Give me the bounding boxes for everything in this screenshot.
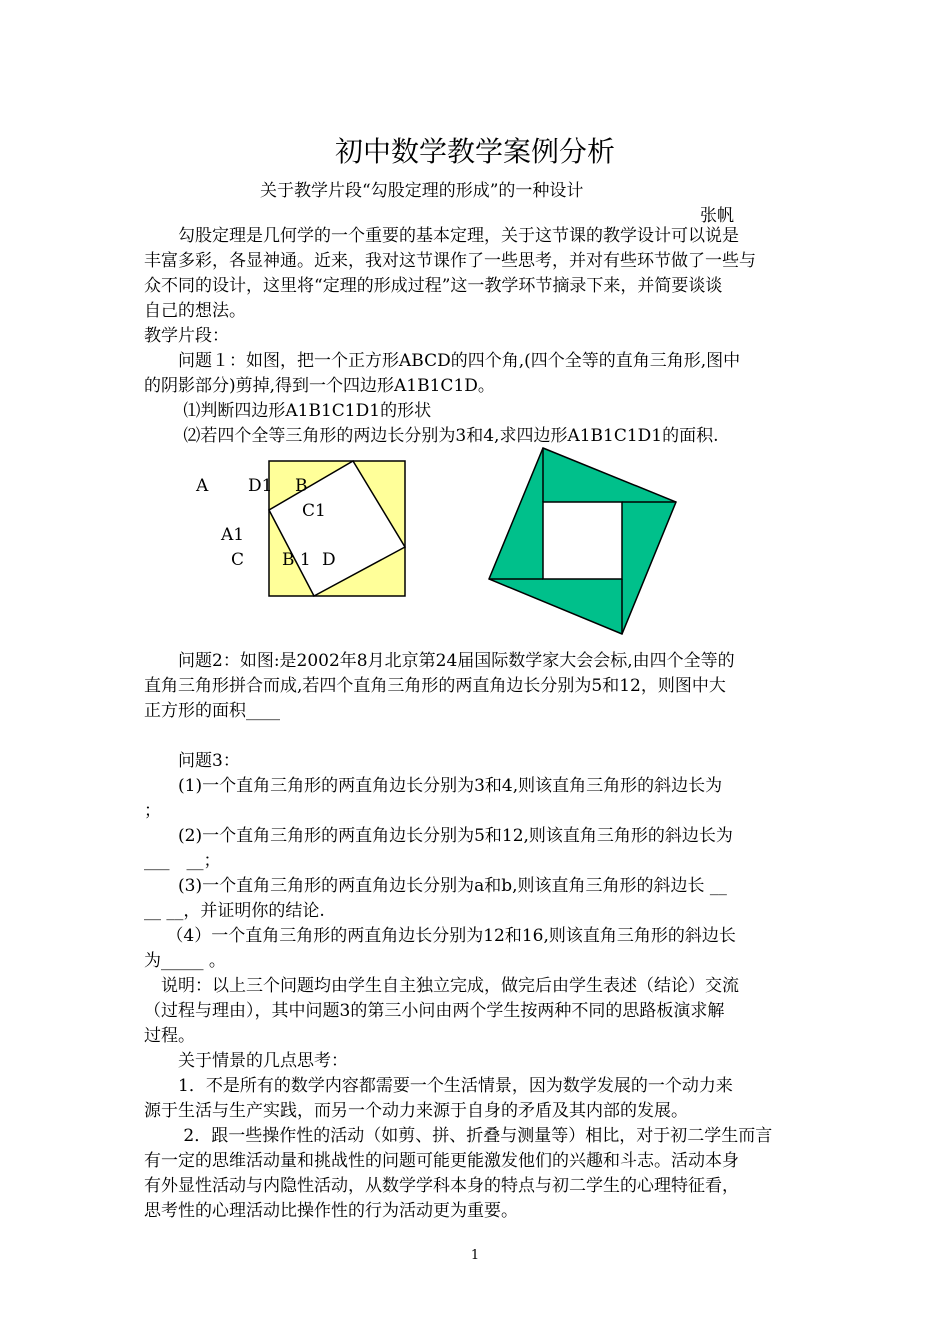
paragraph-line: 众不同的设计，这里将“定理的形成过程”这一教学环节摘录下来，并简要谈谈	[144, 276, 723, 296]
figure-congress-emblem	[486, 444, 681, 638]
paragraph-line: 勾股定理是几何学的一个重要的基本定理，关于这节课的教学设计可以说是	[144, 226, 739, 246]
paragraph-line: 丰富多彩，各显神通。近来，我对这节课作了一些思考，并对有些环节做了一些与	[144, 251, 756, 271]
label-c: C	[231, 550, 245, 570]
paragraph-line: 直角三角形拼合而成,若四个直角三角形的两直角边长分别为5和12，则图中大	[144, 676, 726, 696]
section-heading: 教学片段：	[144, 326, 229, 346]
page-title: 初中数学教学案例分析	[334, 135, 615, 168]
label-b1: B 1	[282, 550, 311, 570]
label-a1: A1	[221, 525, 245, 545]
paragraph-line: __ __，并证明你的结论.	[144, 901, 325, 921]
label-d: D	[322, 550, 336, 570]
paragraph-line: 说明：以上三个问题均由学生自主独立完成，做完后由学生表述（结论）交流	[144, 976, 739, 996]
paragraph-line: 自己的想法。	[144, 301, 246, 321]
subtitle: 关于教学片段“勾股定理的形成”的一种设计	[260, 181, 584, 201]
paragraph-line: 为_____ 。	[144, 951, 226, 971]
paragraph-line: ；	[144, 801, 161, 821]
paragraph-line: (3)一个直角三角形的两直角边长分别为a和b,则该直角三角形的斜边长 __	[144, 876, 727, 896]
paragraph-line: (1)一个直角三角形的两直角边长分别为3和4,则该直角三角形的斜边长为	[144, 776, 723, 796]
paragraph-line: ⑴判断四边形A1B1C1D1的形状	[144, 401, 432, 421]
page-number: 1	[470, 1248, 480, 1263]
paragraph-line: 问题2：如图:是2002年8月北京第24届国际数学家大会会标,由四个全等的	[144, 651, 735, 671]
author: 张帆	[700, 206, 734, 226]
paragraph-line: 2．跟一些操作性的活动（如剪、拼、折叠与测量等）相比，对于初二学生而言	[144, 1126, 773, 1146]
section-heading: 关于情景的几点思考：	[144, 1051, 348, 1071]
figure-square-cut-corners	[268, 460, 408, 598]
paragraph-line: (2)一个直角三角形的两直角边长分别为5和12,则该直角三角形的斜边长为	[144, 826, 733, 846]
paragraph-line: ⑵若四个全等三角形的两边长分别为3和4,求四边形A1B1C1D1的面积.	[144, 426, 719, 446]
paragraph-line: 有一定的思维活动量和挑战性的问题可能更能激发他们的兴趣和斗志。活动本身	[144, 1151, 739, 1171]
label-d1: D1	[248, 476, 273, 496]
paragraph-line: ___ __；	[144, 851, 221, 871]
label-a: A	[196, 476, 209, 496]
label-c1: C1	[302, 501, 326, 521]
paragraph-line: 的阴影部分)剪掉,得到一个四边形A1B1C1D。	[144, 376, 495, 396]
paragraph-line: 思考性的心理活动比操作性的行为活动更为重要。	[144, 1201, 518, 1221]
paragraph-line: 问题１：如图，把一个正方形ABCD的四个角,(四个全等的直角三角形,图中	[144, 351, 741, 371]
paragraph-line: 1．不是所有的数学内容都需要一个生活情景，因为数学发展的一个动力来	[144, 1076, 733, 1096]
paragraph-line: 有外显性活动与内隐性活动，从数学学科本身的特点与初二学生的心理特征看，	[144, 1176, 739, 1196]
label-b: B	[295, 476, 308, 496]
paragraph-line: 问题3：	[144, 751, 240, 771]
paragraph-line: 过程。	[144, 1026, 195, 1046]
paragraph-line: （过程与理由），其中问题3的第三小问由两个学生按两种不同的思路板演求解	[144, 1001, 725, 1021]
paragraph-line: 正方形的面积____	[144, 701, 280, 721]
paragraph-line: （4）一个直角三角形的两直角边长分别为12和16,则该直角三角形的斜边长	[144, 926, 736, 946]
paragraph-line: 源于生活与生产实践，而另一个动力来源于自身的矛盾及其内部的发展。	[144, 1101, 688, 1121]
